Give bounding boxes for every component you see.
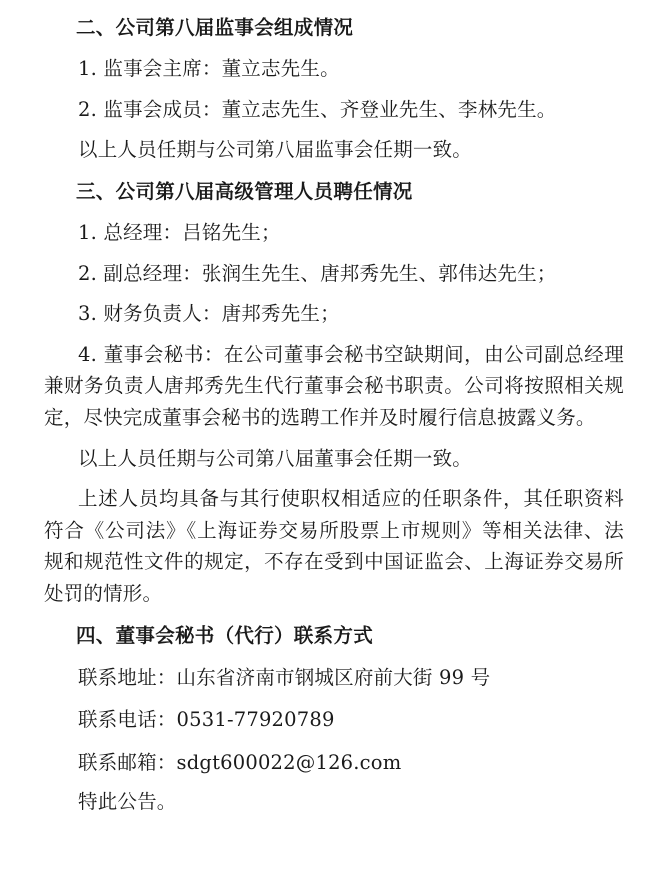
section-heading-supervisors: 二、公司第八届监事会组成情况 [76, 16, 354, 39]
contact-email [44, 741, 624, 784]
section-heading-contact: 四、董事会秘书（代行）联系方式 [76, 623, 374, 647]
contact-phone-value: 0531-77920789 [176, 708, 335, 732]
contact-phone [44, 698, 624, 741]
contact-address [44, 656, 624, 699]
closing-statement: 特此公告。 [78, 790, 177, 814]
paragraph-supervisor-term: 以上人员任期与公司第八届监事会任期一致。 [78, 138, 473, 162]
section-heading-senior-management: 三、公司第八届高级管理人员聘任情况 [76, 179, 413, 203]
paragraph-general-manager: 1. 总经理：吕铭先生； [78, 221, 281, 245]
paragraph-finance-officer: 3. 财务负责人：唐邦秀先生； [78, 302, 340, 326]
paragraph-deputy-general-managers: 2. 副总经理：张润生先生、唐邦秀先生、郭伟达先生； [78, 261, 557, 285]
paragraph-supervisor-chair: 1. 监事会主席：董立志先生。 [78, 57, 340, 81]
contact-address-label: 联系地址： [78, 665, 177, 689]
paragraph-qualification-statement: 上述人员均具备与其行使职权相适应的任职条件，其任职资料符合《公司法》《上海证券交易所股票上市规则》等相关法律、法规和规范性文件的规定，不存在受到中国证监会、上海证券交易所处罚的情形。 [44, 487, 624, 605]
contact-email-label: 联系邮箱： [78, 750, 177, 774]
paragraph-management-term: 以上人员任期与公司第八届董事会任期一致。 [78, 446, 473, 470]
paragraph-supervisor-members: 2. 监事会成员：董立志先生、齐登业先生、李林先生。 [78, 97, 557, 121]
contact-email-value: sdgt600022@126.com [176, 750, 402, 774]
paragraph-board-secretary: 4. 董事会秘书：在公司董事会秘书空缺期间，由公司副总经理兼财务负责人唐邦秀先生代行董事会秘书职责。公司将按照相关规定，尽快完成董事会秘书的选聘工作并及时履行信息披露义务。 [44, 342, 624, 430]
contact-address-value: 山东省济南市钢城区府前大街 99 号 [176, 665, 491, 689]
contact-phone-label: 联系电话： [78, 708, 177, 732]
